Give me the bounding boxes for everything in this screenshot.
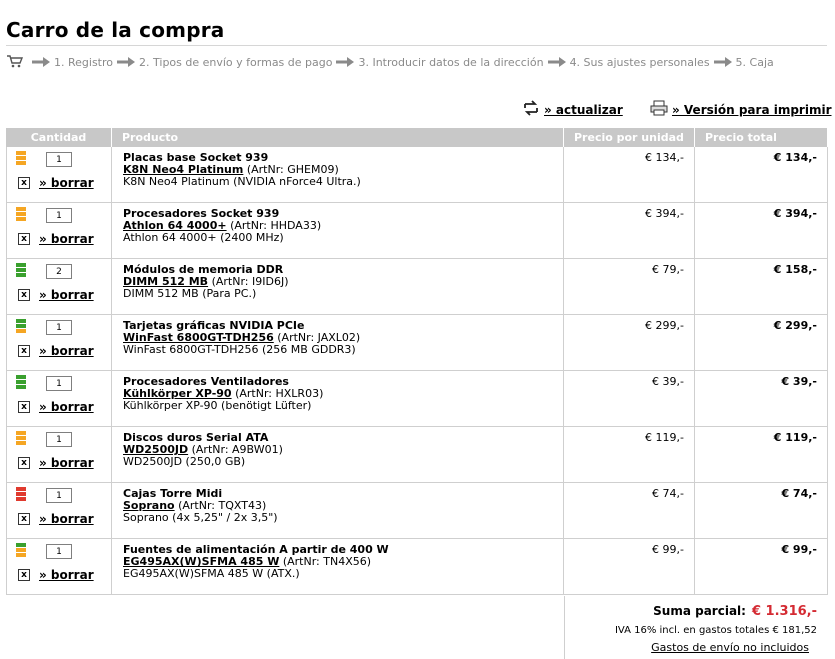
unit-price-cell [564,203,695,258]
product-link[interactable]: K8N Neo4 Platinum [123,163,244,176]
total-price: € 299,- [773,319,817,332]
stock-indicator-bar [16,436,26,440]
stock-indicator-bar [16,487,26,491]
delete-checkbox[interactable]: x [18,513,30,525]
stock-indicator-icon [16,431,26,446]
unit-price: € 74,- [652,487,684,500]
arrow-right-icon [32,57,50,67]
checkout-steps [6,54,774,70]
stock-indicator-bar [16,156,26,160]
step-direccion: 3. Introducir datos de la dirección [358,55,544,69]
table-row [6,371,828,427]
delete-checkbox[interactable]: x [18,233,30,245]
total-price-cell [695,259,828,314]
stock-indicator-bar [16,207,26,211]
step-ajustes: 4. Sus ajustes personales [569,55,710,69]
qty-cell [6,371,112,426]
product-cell [112,427,564,482]
product-description: Soprano (4x 5,25" / 2x 3,5") [123,511,278,524]
printer-icon [650,100,672,119]
stock-indicator-bar [16,217,26,221]
product-artnr: (ArtNr: GHEM09) [246,163,339,176]
product-cell [112,483,564,538]
stock-indicator-icon [16,543,26,558]
delete-checkbox[interactable]: x [18,177,30,189]
header-precio-unidad: Precio por unidad [564,128,695,147]
delete-checkbox[interactable]: x [18,569,30,581]
product-artnr: (ArtNr: JAXL02) [277,331,361,344]
total-price: € 394,- [773,207,817,220]
delete-link[interactable]: » borrar [39,400,94,414]
unit-price-cell [564,539,695,594]
total-price-cell [695,427,828,482]
arrow-right-icon [714,57,732,67]
stock-indicator-bar [16,385,26,389]
unit-price-cell [564,259,695,314]
product-description: Athlon 64 4000+ (2400 MHz) [123,231,284,244]
product-artnr: (ArtNr: TN4X56) [282,555,372,568]
product-description: K8N Neo4 Platinum (NVIDIA nForce4 Ultra.) [123,175,361,188]
step-envio-pago: 2. Tipos de envío y formas de pago [139,55,333,69]
table-row [6,483,828,539]
subtotal [653,604,817,619]
stock-indicator-bar [16,151,26,155]
shipping-costs-link[interactable]: Gastos de envío no incluidos [651,641,809,654]
product-link[interactable]: WinFast 6800GT-TDH256 [123,331,274,344]
unit-price: € 134,- [645,151,684,164]
product-category: Discos duros Serial ATA [123,431,269,444]
product-category: Cajas Torre Midi [123,487,223,500]
table-row [6,539,828,595]
step-caja: 5. Caja [735,55,774,69]
header-producto: Producto [112,128,564,147]
update-label[interactable]: » actualizar [544,102,623,117]
stock-indicator-bar [16,319,26,323]
product-link[interactable]: WD2500JD [123,443,189,456]
arrow-right-icon [117,57,135,67]
product-artnr: (ArtNr: TQXT43) [178,499,267,512]
subtotal-label: Suma parcial: [653,604,746,618]
quantity-input[interactable] [46,544,72,559]
product-artnr: (ArtNr: I9ID6J) [211,275,289,288]
unit-price-cell [564,427,695,482]
product-cell [112,371,564,426]
stock-indicator-bar [16,543,26,547]
stock-indicator-bar [16,380,26,384]
product-description: WD2500JD (250,0 GB) [123,455,246,468]
quantity-input[interactable] [46,152,72,167]
table-row [6,147,828,203]
refresh-icon [522,100,544,119]
product-artnr: (ArtNr: A9BW01) [191,443,283,456]
unit-price: € 39,- [652,375,684,388]
print-label[interactable]: » Versión para imprimir [672,102,832,117]
print-version-button[interactable] [650,100,832,119]
header-precio-total: Precio total [695,128,828,147]
product-link[interactable]: DIMM 512 MB [123,275,209,288]
cart-table [6,128,828,595]
stock-indicator-bar [16,324,26,328]
stock-indicator-icon [16,151,26,166]
product-category: Módulos de memoria DDR [123,263,284,276]
delete-link[interactable]: » borrar [39,288,94,302]
stock-indicator-bar [16,441,26,445]
qty-cell [6,259,112,314]
unit-price: € 299,- [645,319,684,332]
stock-indicator-icon [16,319,26,334]
total-price: € 99,- [781,543,817,556]
step-registro: 1. Registro [54,55,114,69]
product-category: Procesadores Socket 939 [123,207,280,220]
qty-cell [6,427,112,482]
delete-checkbox[interactable]: x [18,401,30,413]
product-artnr: (ArtNr: HHDA33) [230,219,322,232]
total-price-cell [695,483,828,538]
update-button[interactable] [522,100,623,119]
stock-indicator-icon [16,207,26,222]
unit-price: € 119,- [645,431,684,444]
qty-cell [6,539,112,594]
total-price: € 39,- [781,375,817,388]
subtotal-value: € 1.316,- [751,604,817,619]
product-cell [112,259,564,314]
quantity-input[interactable] [46,208,72,223]
stock-indicator-bar [16,497,26,501]
table-row [6,315,828,371]
product-link[interactable]: Soprano [123,499,175,512]
stock-indicator-icon [16,263,26,278]
product-description: WinFast 6800GT-TDH256 (256 MB GDDR3) [123,343,356,356]
unit-price-cell [564,147,695,202]
quantity-input[interactable] [46,488,72,503]
qty-cell [6,147,112,202]
delete-link[interactable]: » borrar [39,232,94,246]
total-price-cell [695,539,828,594]
product-cell [112,147,564,202]
stock-indicator-icon [16,375,26,390]
total-price: € 74,- [781,487,817,500]
total-price: € 119,- [773,431,817,444]
qty-cell [6,315,112,370]
total-price-cell [695,371,828,426]
unit-price: € 394,- [645,207,684,220]
product-category: Fuentes de alimentación A partir de 400 W [123,543,389,556]
stock-indicator-bar [16,273,26,277]
product-link[interactable]: EG495AX(W)SFMA 485 W [123,555,280,568]
quantity-input[interactable] [46,376,72,391]
unit-price-cell [564,483,695,538]
table-body [6,147,828,595]
product-category: Placas base Socket 939 [123,151,269,164]
page-title: Carro de la compra [6,18,225,42]
delete-link[interactable]: » borrar [39,344,94,358]
product-description: EG495AX(W)SFMA 485 W (ATX.) [123,567,300,580]
product-category: Tarjetas gráficas NVIDIA PCIe [123,319,305,332]
stock-indicator-bar [16,161,26,165]
table-row [6,203,828,259]
delete-checkbox[interactable]: x [18,289,30,301]
table-header [6,128,828,147]
qty-cell [6,483,112,538]
summary-divider [564,596,565,659]
delete-link[interactable]: » borrar [39,512,94,526]
stock-indicator-bar [16,375,26,379]
product-description: Kühlkörper XP-90 (benötigt Lüfter) [123,399,312,412]
stock-indicator-bar [16,329,26,333]
arrow-right-icon [336,57,354,67]
title-divider [6,45,827,46]
delete-checkbox[interactable]: x [18,457,30,469]
product-description: DIMM 512 MB (Para PC.) [123,287,257,300]
product-link[interactable]: Kühlkörper XP-90 [123,387,232,400]
stock-indicator-bar [16,548,26,552]
stock-indicator-bar [16,553,26,557]
product-link[interactable]: Athlon 64 4000+ [123,219,227,232]
stock-indicator-icon [16,487,26,502]
product-cell [112,203,564,258]
total-price-cell [695,203,828,258]
delete-link[interactable]: » borrar [39,568,94,582]
stock-indicator-bar [16,263,26,267]
table-row [6,259,828,315]
stock-indicator-bar [16,268,26,272]
quantity-input[interactable] [46,264,72,279]
table-row [6,427,828,483]
stock-indicator-bar [16,212,26,216]
unit-price: € 99,- [652,543,684,556]
product-cell [112,315,564,370]
header-cantidad: Cantidad [6,128,112,147]
total-price-cell [695,315,828,370]
product-category: Procesadores Ventiladores [123,375,289,388]
product-artnr: (ArtNr: HXLR03) [235,387,324,400]
stock-indicator-bar [16,431,26,435]
unit-price: € 79,- [652,263,684,276]
quantity-input[interactable] [46,432,72,447]
delete-link[interactable]: » borrar [39,176,94,190]
total-price: € 134,- [773,151,817,164]
quantity-input[interactable] [46,320,72,335]
total-price: € 158,- [773,263,817,276]
unit-price-cell [564,371,695,426]
cart-icon [6,54,24,71]
qty-cell [6,203,112,258]
vat-note: IVA 16% incl. en gastos totales € 181,52 [614,625,817,636]
stock-indicator-bar [16,492,26,496]
product-cell [112,539,564,594]
total-price-cell [695,147,828,202]
arrow-right-icon [548,57,566,67]
unit-price-cell [564,315,695,370]
delete-checkbox[interactable]: x [18,345,30,357]
delete-link[interactable]: » borrar [39,456,94,470]
